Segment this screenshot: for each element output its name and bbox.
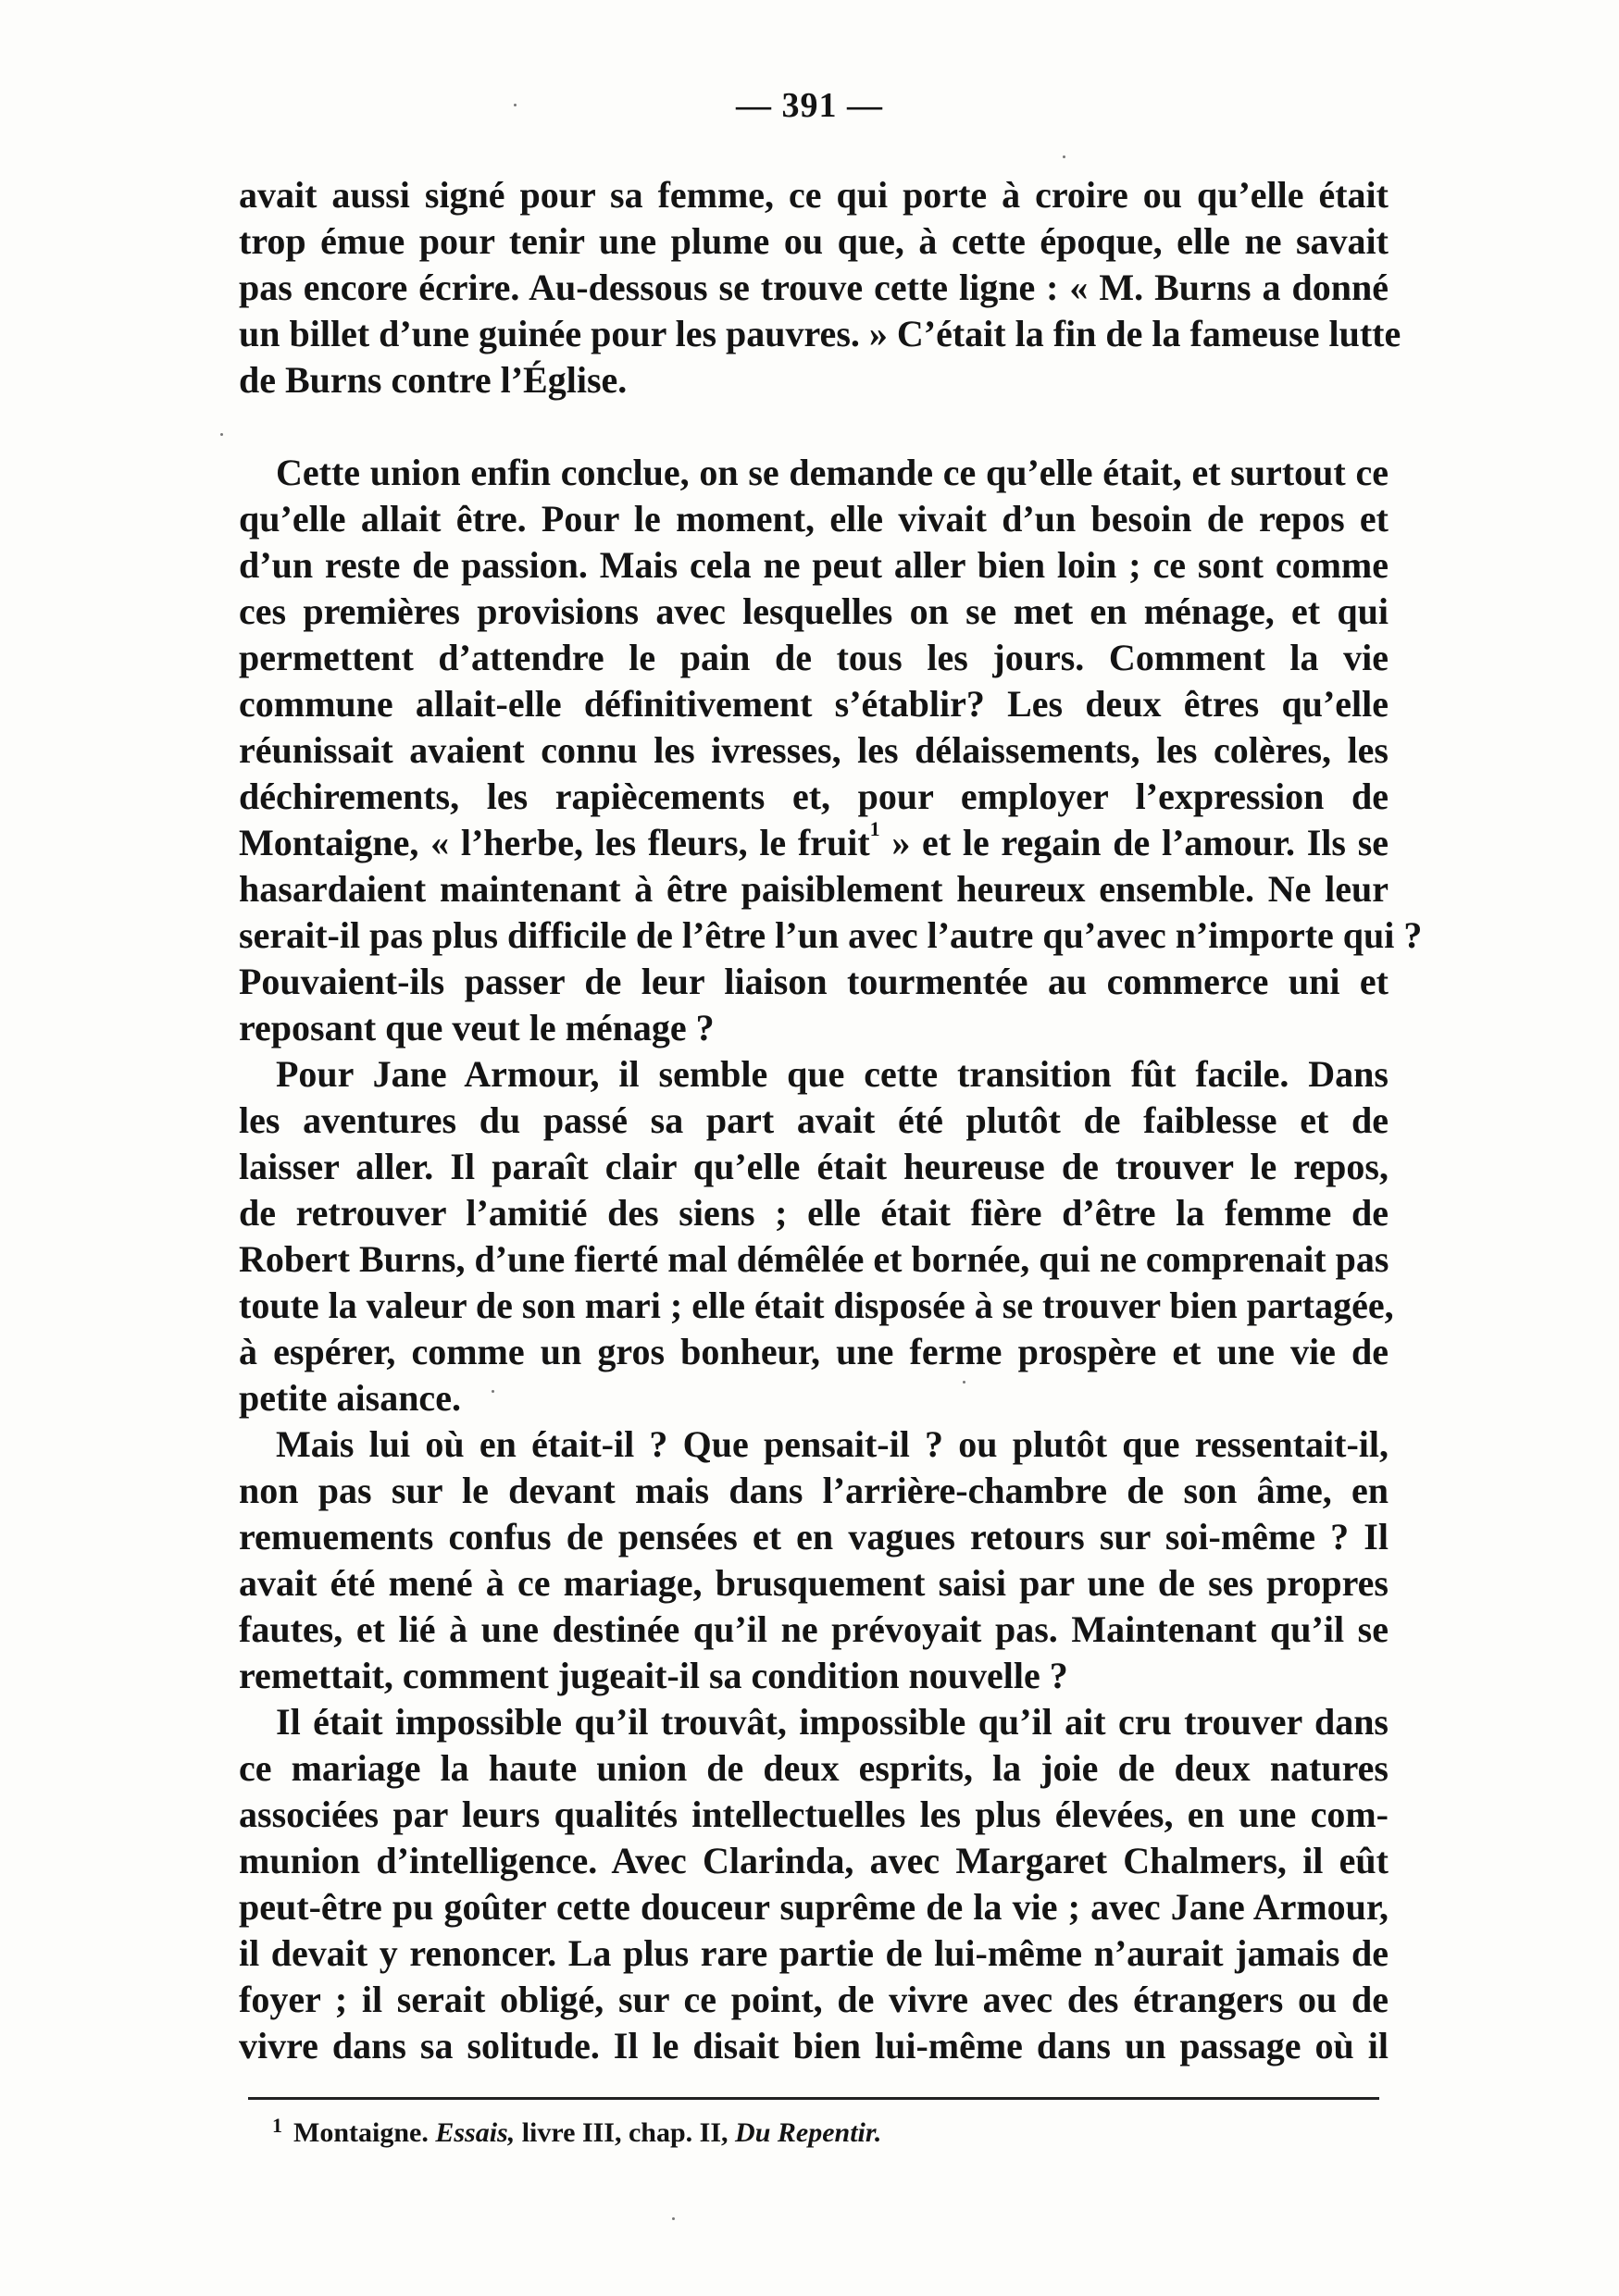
- text-line: d’un reste de passion. Mais cela ne peut aller bien loin ; ce sont comme: [239, 544, 1389, 586]
- text-line: vivre dans sa solitude. Il le disait bien lui-même dans un passage où il: [239, 2025, 1389, 2066]
- text-line: toute la valeur de son mari ; elle était disposée à se trouver bien partagée,: [239, 1285, 1394, 1326]
- text-segment: » et le regain de l’amour. Ils se: [891, 822, 1389, 863]
- text-line: peut-être pu goûter cette douceur suprême de la vie ; avec Jane Armour,: [239, 1886, 1389, 1928]
- text-line: Robert Burns, d’une fierté mal démêlée et bornée, qui ne comprenait pas: [239, 1238, 1389, 1280]
- text-line: de Burns contre l’Église.: [239, 359, 628, 401]
- footnote-location: livre III, chap. II,: [521, 2117, 729, 2148]
- paper-speck: [514, 104, 517, 106]
- text-line: les aventures du passé sa part avait été plutôt de faiblesse et de: [239, 1099, 1389, 1141]
- text-line-with-footnote: [239, 817, 1389, 866]
- footnote-author: Montaigne.: [293, 2117, 429, 2148]
- text-line: déchirements, les rapiècements et, pour employer l’expression de: [239, 776, 1389, 817]
- text-line: Mais lui où en était-il ? Que pensait-il ? ou plutôt que ressentait-il,: [276, 1423, 1389, 1465]
- text-line: petite aisance.: [239, 1377, 461, 1419]
- text-line: avait été mené à ce mariage, brusquement saisi par une de ses propres: [239, 1562, 1389, 1604]
- paper-speck: [220, 433, 223, 436]
- text-line: avait aussi signé pour sa femme, ce qui porte à croire ou qu’elle était: [239, 174, 1389, 216]
- text-line: un billet d’une guinée pour les pauvres. » C’était la fin de la fameuse lutte: [239, 313, 1401, 354]
- footnote-chapter: Du Repentir.: [735, 2117, 882, 2148]
- text-line: réunissait avaient connu les ivresses, les délaissements, les colères, les: [239, 729, 1389, 771]
- text-line: associées par leurs qualités intellectuelles les plus élevées, en une com-: [239, 1793, 1389, 1835]
- text-line: Cette union enfin conclue, on se demande ce qu’elle était, et surtout ce: [276, 452, 1389, 493]
- paper-speck: [963, 1381, 965, 1384]
- text-line: fautes, et lié à une destinée qu’il ne prévoyait pas. Maintenant qu’il se: [239, 1608, 1389, 1650]
- footnote-work: Essais,: [435, 2117, 516, 2148]
- text-line: ces premières provisions avec lesquelles on se met en ménage, et qui: [239, 590, 1389, 632]
- text-line: hasardaient maintenant à être paisiblement heureux ensemble. Ne leur: [239, 868, 1389, 910]
- text-line: munion d’intelligence. Avec Clarinda, avec Margaret Chalmers, il eût: [239, 1840, 1389, 1881]
- text-line: de retrouver l’amitié des siens ; elle était fière d’être la femme de: [239, 1192, 1389, 1234]
- text-line: laisser aller. Il paraît clair qu’elle était heureuse de trouver le repos,: [239, 1146, 1389, 1187]
- text-line: reposant que veut le ménage ?: [239, 1007, 715, 1049]
- text-line: permettent d’attendre le pain de tous les jours. Comment la vie: [239, 637, 1389, 678]
- paper-speck: [492, 1390, 494, 1393]
- text-line: trop émue pour tenir une plume ou que, à cette époque, elle ne savait: [239, 220, 1389, 262]
- body-text: [239, 450, 1423, 2069]
- text-line: remuements confus de pensées et en vagues retours sur soi-même ? Il: [239, 1516, 1389, 1558]
- text-line: foyer ; il serait obligé, sur ce point, de vivre avec des étrangers ou de: [239, 1979, 1389, 2020]
- text-line: remettait, comment jugeait-il sa condition nouvelle ?: [239, 1655, 1068, 1696]
- paper-speck: [1063, 155, 1065, 158]
- text-line: pas encore écrire. Au-dessous se trouve cette ligne : « M. Burns a donné: [239, 267, 1389, 308]
- page-number: — 391 —: [736, 86, 883, 125]
- footnote-rule: [248, 2097, 1379, 2100]
- text-segment: Montaigne, « l’herbe, les fleurs, le fruit: [239, 822, 870, 863]
- paper-speck: [672, 2217, 675, 2220]
- text-line: Pour Jane Armour, il semble que cette transition fût facile. Dans: [276, 1053, 1389, 1095]
- footnote: [272, 2114, 882, 2149]
- text-line: à espérer, comme un gros bonheur, une ferme prospère et une vie de: [239, 1331, 1389, 1372]
- opening-paragraph: [239, 172, 1401, 403]
- footnote-reference: 1: [869, 817, 880, 840]
- text-line: commune allait-elle définitivement s’établir? Les deux êtres qu’elle: [239, 683, 1389, 725]
- text-line: Il était impossible qu’il trouvât, impossible qu’il ait cru trouver dans: [276, 1701, 1389, 1743]
- text-line: ce mariage la haute union de deux esprits, la joie de deux natures: [239, 1747, 1389, 1789]
- text-line: serait-il pas plus difficile de l’être l’un avec l’autre qu’avec n’importe qui ?: [239, 914, 1423, 956]
- text-line: qu’elle allait être. Pour le moment, elle vivait d’un besoin de repos et: [239, 498, 1389, 540]
- text-line: Pouvaient-ils passer de leur liaison tourmentée au commerce uni et: [239, 961, 1389, 1002]
- footnote-number: 1: [272, 2114, 282, 2137]
- text-line: il devait y renoncer. La plus rare partie de lui-même n’aurait jamais de: [239, 1932, 1389, 1974]
- text-line: non pas sur le devant mais dans l’arrière-chambre de son âme, en: [239, 1470, 1389, 1511]
